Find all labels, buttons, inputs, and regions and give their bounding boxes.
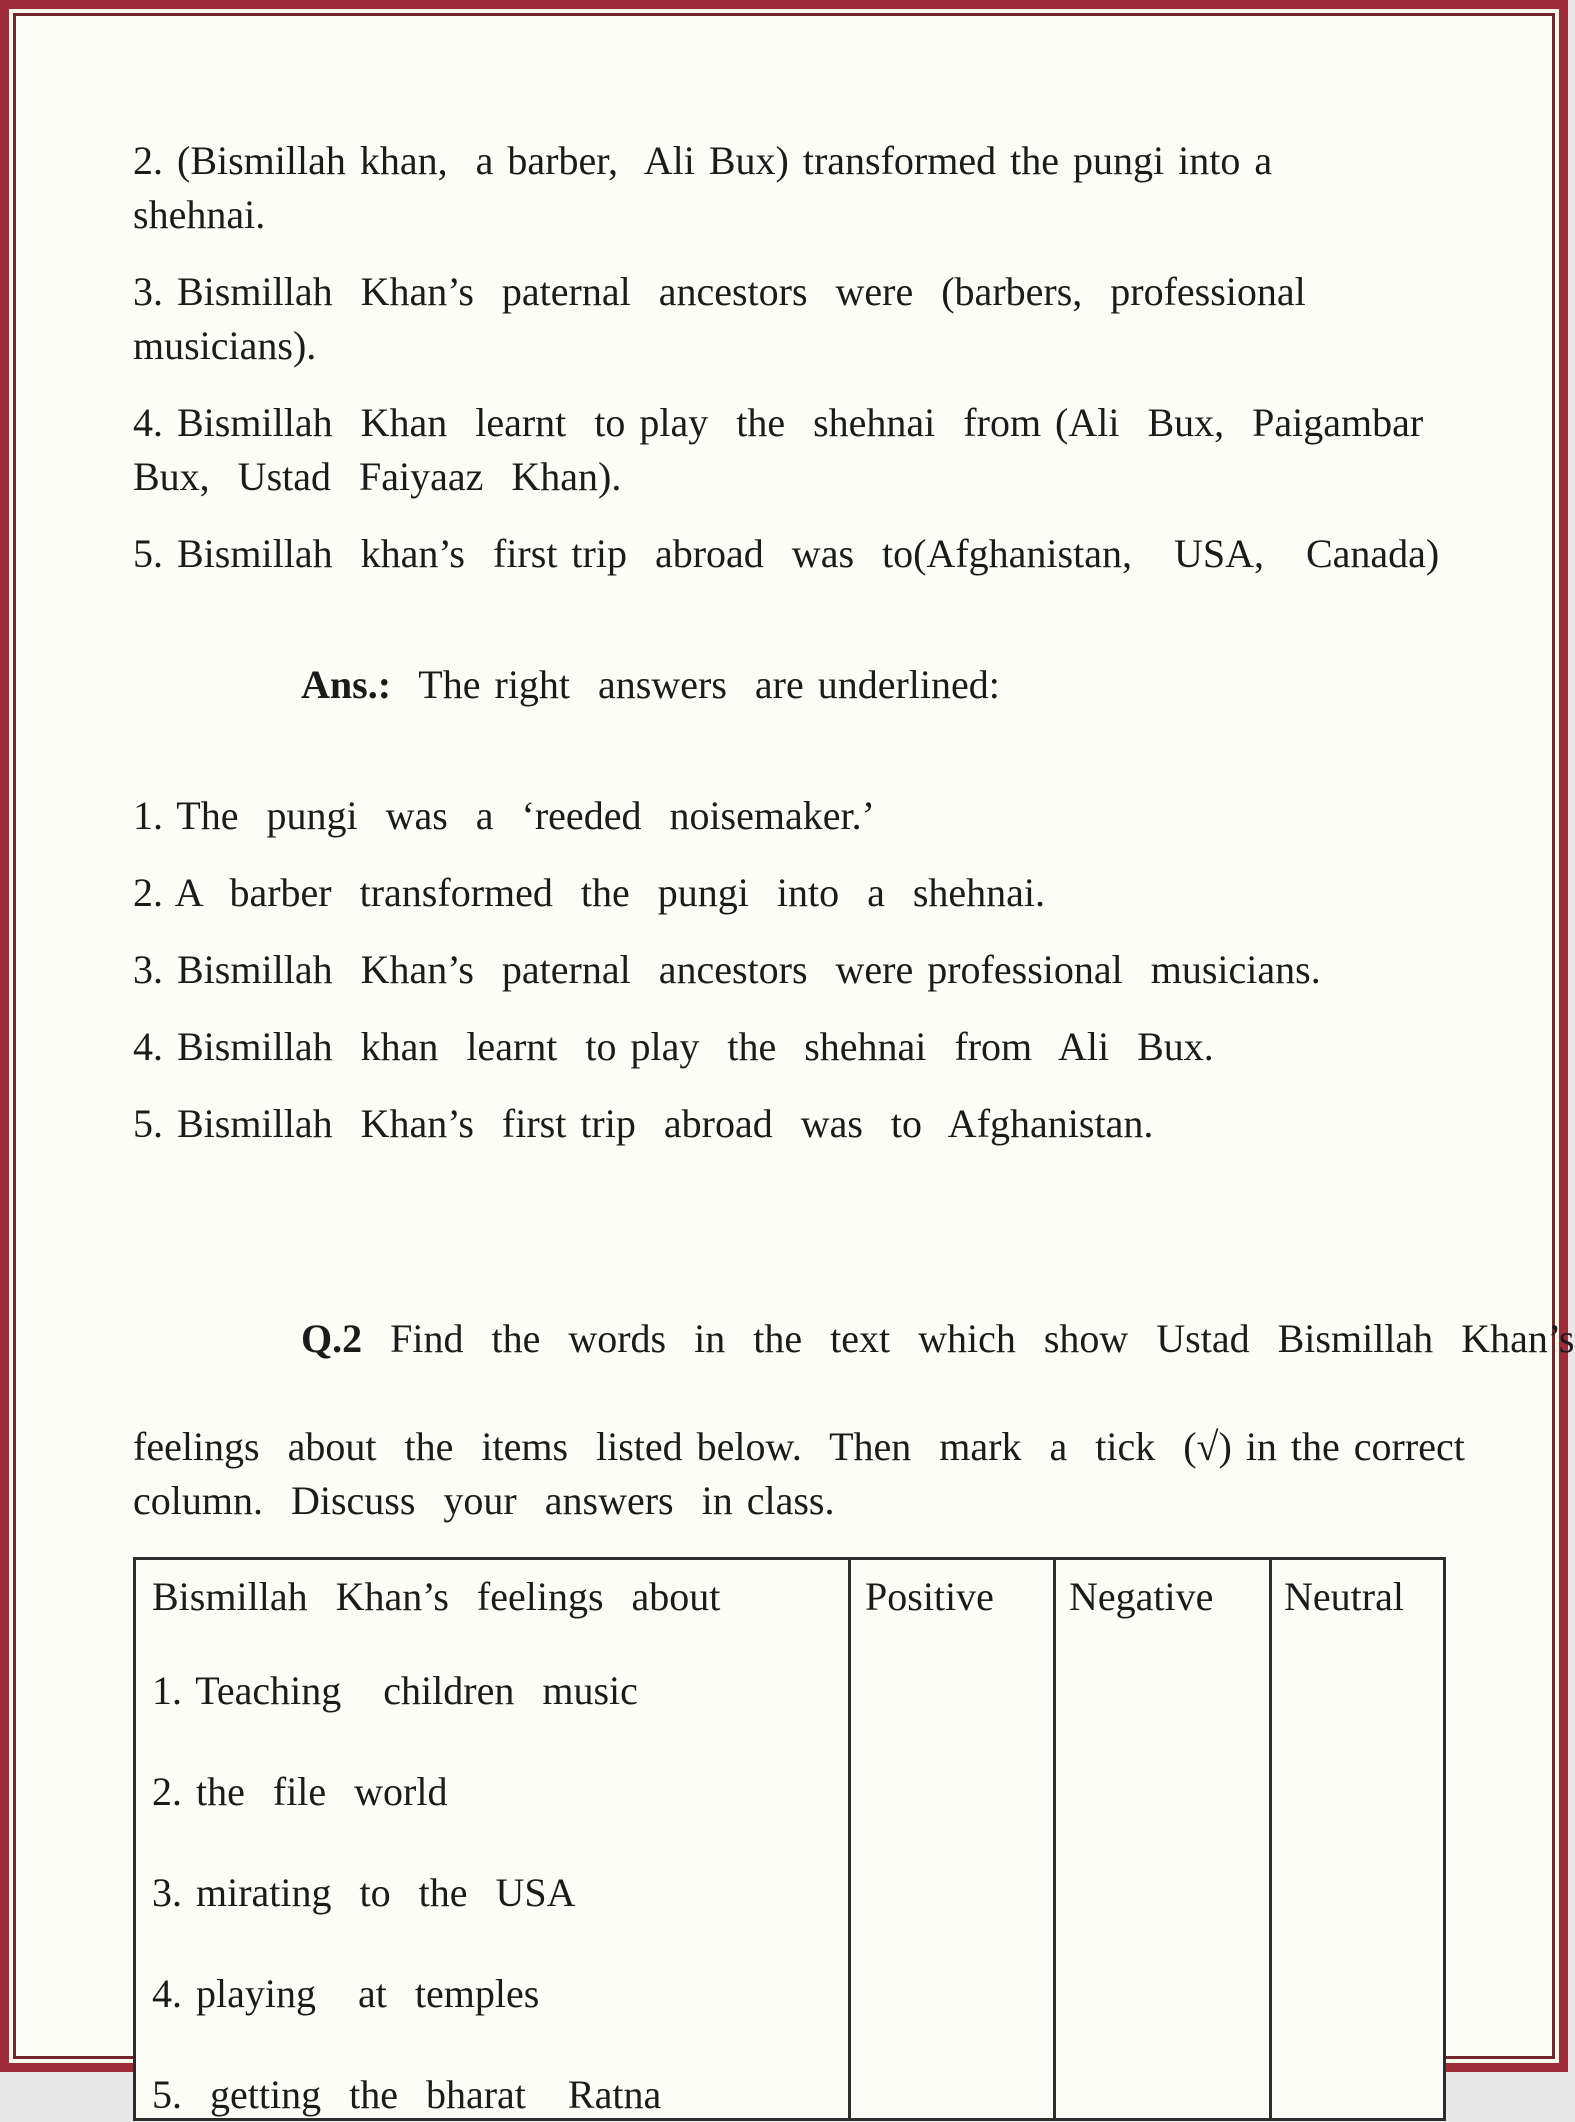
answer-item-2: [133, 866, 1552, 920]
answer-item-4-text: 4. Bismillah khan learnt to play the shehnai from Ali Bux.: [133, 1024, 1214, 1069]
question-item-2-line-1: 2. (Bismillah khan, a barber, Ali Bux) transformed the pungi into a: [133, 138, 1273, 183]
answer-item-3-text: 3. Bismillah Khan’s paternal ancestors were professional musicians.: [133, 947, 1321, 992]
feelings-table: [133, 1557, 1446, 2121]
question-item-3-line-2: musicians).: [133, 323, 317, 368]
answer-intro: [133, 604, 1552, 766]
question-item-4: [133, 396, 1552, 504]
answer-label: Ans.:: [301, 662, 392, 707]
question-item-5: [133, 527, 1552, 581]
answer-item-1-text: 1. The pungi was a ‘reeded noisemaker.’: [133, 793, 875, 838]
question-item-4-line-1: 4. Bismillah Khan learnt to play the shehnai from (Ali Bux, Paigambar: [133, 400, 1424, 445]
question-item-2-line-2: shehnai.: [133, 192, 266, 237]
answer-item-5-text: 5. Bismillah Khan’s first trip abroad was to Afghanistan.: [133, 1101, 1154, 1146]
answer-item-1: [133, 789, 1552, 843]
question-2-line-1: Find the words in the text which show Ustad Bismillah Khan’s: [362, 1316, 1575, 1361]
feelings-table-header-neutral: Neutral: [1284, 1574, 1404, 1619]
feelings-table-header-negative: Negative: [1069, 1574, 1214, 1619]
question-item-3: [133, 265, 1552, 373]
feelings-table-column-negative: [1056, 1560, 1272, 2118]
question-2-prompt: [133, 1258, 1575, 1528]
question-item-2: [133, 134, 1552, 242]
feelings-table-row-1: 1. Teaching children music: [152, 1668, 638, 1713]
question-item-3-line-1: 3. Bismillah Khan’s paternal ancestors were (barbers, professional: [133, 269, 1306, 314]
feelings-table-row-4: 4. playing at temples: [152, 1971, 540, 2016]
answer-item-5: [133, 1097, 1552, 1151]
answer-item-4: [133, 1020, 1552, 1074]
feelings-table-header-items: Bismillah Khan’s feelings about: [152, 1574, 721, 1619]
feelings-table-row-3: 3. mirating to the USA: [152, 1870, 576, 1915]
feelings-table-row-2: 2. the file world: [152, 1769, 448, 1814]
feelings-table-column-items: [136, 1560, 851, 2118]
answer-item-2-text: 2. A barber transformed the pungi into a shehnai.: [133, 870, 1046, 915]
question-2-line-2: feelings about the items listed below. Then mark a tick (√) in the correct: [133, 1424, 1465, 1469]
question-2-line-3: column. Discuss your answers in class.: [133, 1478, 835, 1523]
page-border-gap: [9, 9, 1575, 2117]
question-2-label: Q.2: [301, 1316, 363, 1361]
page-content: [16, 16, 1575, 2117]
answer-intro-text: The right answers are underlined:: [391, 662, 1000, 707]
question-item-4-line-2: Bux, Ustad Faiyaaz Khan).: [133, 454, 622, 499]
answer-item-3: [133, 943, 1552, 997]
feelings-table-column-neutral: [1272, 1560, 1443, 2118]
feelings-table-header-positive: Positive: [865, 1574, 994, 1619]
feelings-table-column-positive: [851, 1560, 1056, 2118]
feelings-table-row-5: 5. getting the bharat Ratna: [152, 2072, 662, 2117]
page-border-inner-line: [13, 13, 1575, 2117]
question-item-5-line-1: 5. Bismillah khan’s first trip abroad was to(Afghanistan, USA, Canada): [133, 531, 1440, 576]
